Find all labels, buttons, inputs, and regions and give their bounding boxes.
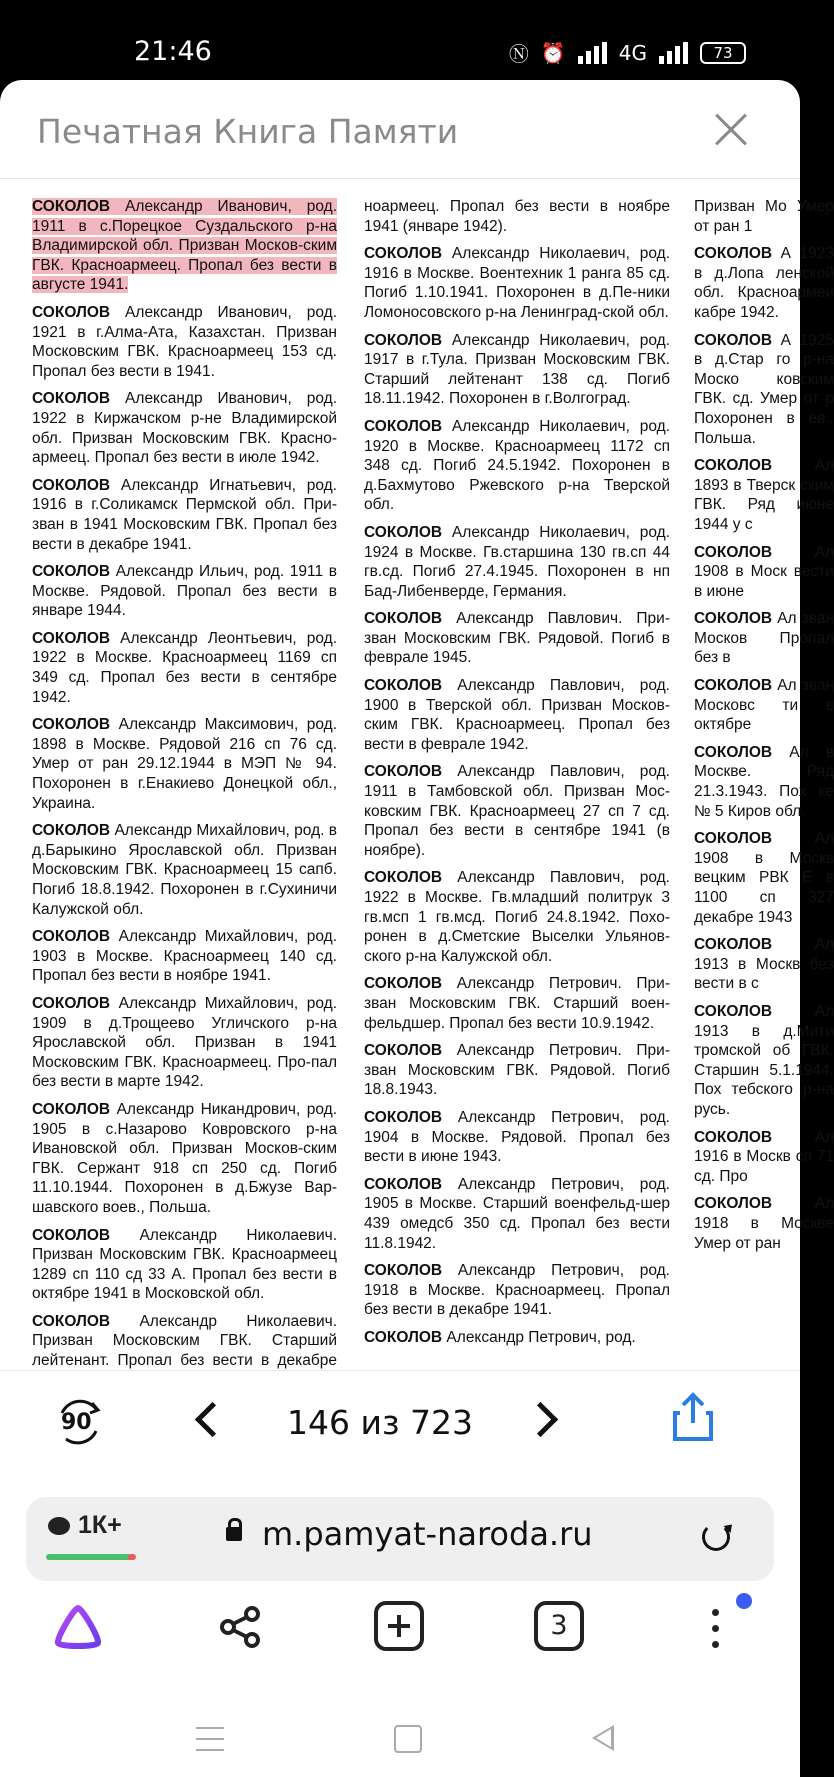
signal-icon: [578, 42, 607, 64]
viewer-sheet: [0, 80, 834, 1777]
memorial-entry: [32, 476, 337, 554]
browser-chrome: [0, 1485, 800, 1777]
entry-surname: СОКОЛОВ: [694, 830, 773, 848]
entry-text: Александр Иванович, род. 1921 в г.Алма-Ата, Казахстан. Призван Московским ГВК. Красноармеец 153 сд. Пропал без вести в 1941.: [32, 303, 337, 380]
entry-text: Александр Николаевич, род. 1924 в Москве. Гв.старшина 130 гв.сп 44 гв.сд. Погиб 27.4.1945. Похоронен в нп Бад-Либенверде, Германия.: [364, 523, 670, 600]
entry-surname: СОКОЛОВ: [32, 1312, 111, 1330]
tabs-button[interactable]: 3: [534, 1601, 584, 1651]
entry-surname: СОКОЛОВ: [694, 543, 773, 561]
back-icon[interactable]: [592, 1725, 614, 1751]
memorial-entry: [364, 197, 670, 236]
memorial-entry: [694, 829, 834, 927]
recent-apps-icon[interactable]: [196, 1727, 224, 1760]
page-column-1: [32, 197, 337, 1398]
entry-text: Ал 1913 в д.Мити тромской об ГВК. Старшин 5.1.1944. Пох тебского р-на русь.: [694, 1002, 834, 1118]
entry-text: Александр Петрович, род.: [442, 1328, 636, 1346]
entry-surname: СОКОЛОВ: [694, 1128, 773, 1146]
memorial-entry: [364, 868, 670, 966]
memorial-entry: [364, 1261, 670, 1320]
memorial-entry: [32, 562, 337, 621]
reload-icon[interactable]: [702, 1523, 730, 1551]
memorial-entry: [32, 821, 337, 919]
entry-text: Александр Игнатьевич, род. 1916 в г.Соликамск Пермской обл. При-зван в 1941 Московским ГВК. Пропал без вести в декабре 1941.: [32, 476, 337, 553]
entry-text: Александр Петрович, род. 1904 в Москве. Рядовой. Пропал без вести в июне 1943.: [364, 1108, 670, 1166]
entry-surname: СОКОЛОВ: [32, 1226, 111, 1244]
memorial-entry: [694, 609, 834, 668]
memorial-entry: [32, 197, 337, 295]
entry-text: Александр Павлович, род. 1911 в Тамбовской обл. Призван Мос-ковским ГВК. Красноармеец 27 сп 7 сд. Пропал без вести в сентябре 1941 (в ноябре).: [364, 763, 670, 859]
viewer-header: [0, 80, 800, 179]
entry-surname: СОКОЛОВ: [32, 1100, 111, 1118]
comments-rating-bar: [46, 1554, 132, 1560]
entry-surname: СОКОЛОВ: [364, 1328, 443, 1346]
memorial-entry: [694, 543, 834, 602]
entry-text: Александр Никандрович, род. 1905 в с.Назарово Ковровского р-на Ивановской обл. Призван Москов-ским ГВК. Сержант 918 сп 250 сд. Погиб 11.10.1944. Похоронен в д.Бжузе Вар-шавского воев., Польша.: [32, 1100, 337, 1216]
entry-surname: СОКОЛОВ: [32, 563, 111, 581]
entry-surname: СОКОЛОВ: [364, 1175, 443, 1193]
entry-surname: СОКОЛОВ: [32, 928, 111, 946]
entry-text: Ал 1918 в Москве Умер от ран: [694, 1195, 834, 1252]
comments-button[interactable]: [48, 1511, 122, 1540]
memorial-entry: [694, 1128, 834, 1187]
notification-dot: [736, 1593, 752, 1609]
entry-text: Ал 1913 в Москв без вести в с: [694, 936, 834, 993]
memorial-entry: [32, 303, 337, 381]
viewer-title: Печатная Книга Памяти: [37, 112, 459, 151]
entry-text: Ал зван Московс ти в октябре: [694, 677, 834, 734]
entry-surname: СОКОЛОВ: [364, 331, 443, 349]
memorial-entry: [694, 676, 834, 735]
entry-surname: СОКОЛОВ: [694, 677, 773, 695]
home-icon[interactable]: [394, 1725, 422, 1753]
entry-surname: СОКОЛОВ: [32, 303, 111, 321]
memorial-entry: [364, 244, 670, 322]
network-type: 4G: [618, 40, 647, 65]
memorial-entry: [364, 762, 670, 860]
entry-text: Александр Иванович, род. 1911 в с.Порецкое Суздальского р-на Владимирской обл. Призван Москов-ским ГВК. Красноармеец. Пропал без вести в августе 1941.: [32, 198, 337, 294]
entry-text: Александр Иванович, род. 1922 в Киржачском р-не Владимирской обл. Призван Московским ГВК. Красно-армеец. Пропал без вести в июле 1942.: [32, 390, 337, 467]
system-navigation-bar: [0, 1707, 800, 1767]
memorial-entry: [364, 676, 670, 754]
memorial-entry: [364, 1108, 670, 1167]
memorial-entry: [364, 1041, 670, 1100]
entry-text: Александр Николаевич, род. 1917 в г.Тула. Призван Московским ГВК. Старший лейтенант 138 сд. Погиб 18.11.1942. Похоронен в г.Волгоград.: [364, 331, 670, 408]
book-page[interactable]: [0, 179, 834, 1370]
memorial-entry: [694, 1194, 834, 1253]
entry-text: Александр Петрович. При-зван Московским ГВК. Старший воен-фельдшер. Пропал без вести 10.9.1942.: [364, 975, 670, 1032]
battery-icon: 73: [700, 42, 746, 64]
entry-surname: СОКОЛОВ: [32, 629, 111, 647]
status-bar: [0, 0, 800, 80]
entry-surname: СОКОЛОВ: [694, 610, 773, 628]
entry-text: Ал 1908 в Моск вести в июне: [694, 543, 834, 600]
new-tab-button[interactable]: [374, 1601, 424, 1651]
entry-text: Александр Ильич, род. 1911 в Москве. Рядовой. Пропал без вести в январе 1944.: [32, 563, 337, 620]
nfc-icon: Ⓝ: [508, 42, 529, 66]
entry-text: Ал 1893 в Тверск ским ГВК. Ряд июне 1944 у с: [694, 457, 834, 533]
entry-text: Александр Михайлович, род. 1909 в д.Трощеево Угличского р-на Ярославской обл. Призван в 1941 Московским ГВК. Красноармеец. Про-пал без вести в марте 1942.: [32, 994, 337, 1091]
entry-text: А 1923 в д.Лопа ленской обл. Красноармеи кабре 1942.: [694, 245, 834, 321]
address-bar[interactable]: [26, 1497, 774, 1581]
entry-text: Александр Леонтьевич, род. 1922 в Москве. Красноармеец 1169 сп 349 сд. Пропал без вести в сентябре 1942.: [32, 629, 337, 706]
entry-text: Александр Петрович, род. 1905 в Москве. Старший военфельд-шер 439 омедсб 350 сд. Пропал без вести 11.8.1942.: [364, 1175, 670, 1252]
next-page-button[interactable]: [523, 1402, 558, 1437]
entry-text: Александр Николаевич. Призван Московским ГВК. Старший лейтенант. Пропал без вести в декабре: [32, 1312, 337, 1370]
entry-text: Ал 1908 в Москв вецким РВК Е в 1100 сп 327 декабре 1943: [694, 830, 834, 926]
memorial-entry: [694, 935, 834, 994]
memorial-entry: [694, 244, 834, 322]
entry-surname: СОКОЛОВ: [32, 994, 111, 1012]
viewer-controls: [0, 1370, 800, 1486]
entry-text: Александр Михайлович, род. 1903 в Москве. Красноармеец 140 сд. Пропал без вести в ноябре 1941.: [32, 928, 337, 985]
entry-text: Александр Михайлович, род. в д.Барыкино Ярославской обл. Призван Московским ГВК. Красноармеец 15 сапб. Погиб 18.8.1942. Похоронен в г.Сухиничи Калужской обл.: [32, 822, 337, 918]
memorial-entry: [694, 1002, 834, 1120]
entry-surname: СОКОЛОВ: [364, 417, 443, 435]
entry-text: Ал зван Москов Пропал без в: [694, 610, 834, 667]
entry-surname: СОКОЛОВ: [32, 198, 111, 215]
memorial-entry: [694, 197, 834, 236]
memorial-entry: [32, 715, 337, 813]
entry-surname: СОКОЛОВ: [364, 763, 443, 781]
alice-assistant-icon[interactable]: [52, 1603, 104, 1649]
memorial-entry: [32, 994, 337, 1092]
entry-text: Александр Петрович. При-зван Московским ГВК. Рядовой. Погиб 18.8.1943.: [364, 1042, 670, 1099]
entry-text: Ал в Москве. Ряд 21.3.1943. Пох ке № 5 Киров обл.: [694, 743, 834, 820]
entry-surname: СОКОЛОВ: [32, 390, 111, 408]
browser-toolbar: [0, 1597, 800, 1681]
memorial-entry: [32, 1226, 337, 1304]
rotate-button[interactable]: [52, 1395, 106, 1449]
share-icon[interactable]: [672, 1391, 714, 1443]
memorial-entry: [364, 1175, 670, 1253]
memorial-entry: [32, 1100, 337, 1218]
entry-surname: СОКОЛОВ: [694, 1195, 773, 1213]
close-icon[interactable]: [710, 110, 750, 150]
memorial-entry: [364, 974, 670, 1033]
entry-surname: СОКОЛОВ: [364, 975, 443, 993]
rotate-label: 90: [61, 1410, 92, 1435]
entry-surname: СОКОЛОВ: [694, 245, 773, 263]
entry-surname: СОКОЛОВ: [364, 869, 443, 887]
entry-surname: СОКОЛОВ: [364, 610, 443, 628]
status-time: 21:46: [134, 36, 212, 67]
memorial-entry: [694, 456, 834, 534]
entry-surname: СОКОЛОВ: [694, 331, 773, 349]
entry-text: Александр Петрович, род. 1918 в Москве. Красноармеец. Пропал без вести в декабре 1941.: [364, 1262, 670, 1319]
entry-surname: СОКОЛОВ: [32, 716, 111, 734]
entry-text: Александр Николаевич. Призван Московским ГВК. Красноармеец 1289 сп 110 сд 33 А. Пропал без вести в октябре 1941 в Московской обл.: [32, 1226, 337, 1303]
entry-surname: СОКОЛОВ: [694, 936, 773, 954]
entry-text: Александр Максимович, род. 1898 в Москве. Рядовой 216 сп 76 сд. Умер от ран 29.12.1944 в МЭП № 94. Похоронен в г.Енакиево Донецкой обл., Украина.: [32, 716, 337, 812]
memorial-entry: [364, 331, 670, 409]
memorial-entry: [364, 1328, 670, 1348]
entry-text: Призван Мо Умер от ран 1: [694, 198, 834, 235]
entry-surname: СОКОЛОВ: [364, 677, 443, 695]
entry-text: А 1925 в д.Стар го р-на Моско ковским ГВК. сд. Умер от р Похоронен в ев., Польша.: [694, 331, 834, 447]
page-column-2: [364, 197, 670, 1355]
memorial-entry: [32, 629, 337, 707]
entry-surname: СОКОЛОВ: [364, 1262, 443, 1280]
entry-text: Александр Павлович, род. 1900 в Тверской обл. Призван Москов-ским ГВК. Красноармеец. Пропал без вести в феврале 1942.: [364, 677, 670, 753]
memorial-entry: [32, 389, 337, 467]
entry-text: Александр Николаевич, род. 1920 в Москве. Красноармеец 1172 сп 348 сд. Погиб 24.5.1942. Похоронен в д.Бахмутово Ржевского р-на Тверской обл.: [364, 417, 670, 514]
comments-count: 1К+: [78, 1511, 122, 1539]
entry-text: Ал 1916 в Москв сп 71 сд. Про: [694, 1128, 834, 1185]
entry-surname: СОКОЛОВ: [32, 476, 111, 494]
entry-text: Александр Павлович, род. 1922 в Москве. Гв.младший политрук 3 гв.мсп 1 гв.мсд. Погиб 24.8.1942. Похо-ронен в д.Сметские Выселки Ульянов-ского р-на Калужской обл.: [364, 869, 670, 965]
memorial-entry: [364, 523, 670, 601]
memorial-entry: [364, 417, 670, 515]
entry-surname: СОКОЛОВ: [694, 743, 773, 761]
entry-text: Александр Павлович. При-зван Московским ГВК. Рядовой. Погиб в феврале 1945.: [364, 610, 670, 667]
more-menu-icon[interactable]: [712, 1609, 720, 1655]
entry-surname: СОКОЛОВ: [694, 457, 773, 475]
entry-surname: СОКОЛОВ: [32, 822, 111, 840]
comment-icon: [48, 1517, 70, 1535]
entry-surname: СОКОЛОВ: [694, 1002, 773, 1020]
entry-surname: СОКОЛОВ: [364, 523, 443, 541]
page-indicator: 146 из 723: [287, 1403, 473, 1442]
entry-text: ноармеец. Пропал без вести в ноябре 1941 (январе 1942).: [364, 198, 670, 235]
alarm-icon: ⏰: [540, 40, 566, 65]
signal-icon-2: [659, 42, 688, 64]
memorial-entry: [32, 927, 337, 986]
memorial-entry: [694, 743, 834, 821]
lock-icon: [226, 1527, 242, 1541]
status-icons: [509, 38, 746, 67]
entry-text: Александр Николаевич, род. 1916 в Москве. Воентехник 1 ранга 85 сд. Погиб 1.10.1941. Похоронен в д.Пе-ники Ломоносовского р-на Ленинград-ской обл.: [364, 245, 670, 321]
url-text[interactable]: m.pamyat-naroda.ru: [262, 1515, 593, 1553]
previous-page-button[interactable]: [195, 1402, 230, 1437]
entry-surname: СОКОЛОВ: [364, 1108, 443, 1126]
memorial-entry: [694, 331, 834, 449]
entry-surname: СОКОЛОВ: [364, 1042, 443, 1060]
memorial-entry: [364, 609, 670, 668]
share-page-icon[interactable]: [218, 1605, 262, 1649]
entry-surname: СОКОЛОВ: [364, 245, 443, 263]
page-column-3: [694, 197, 834, 1261]
